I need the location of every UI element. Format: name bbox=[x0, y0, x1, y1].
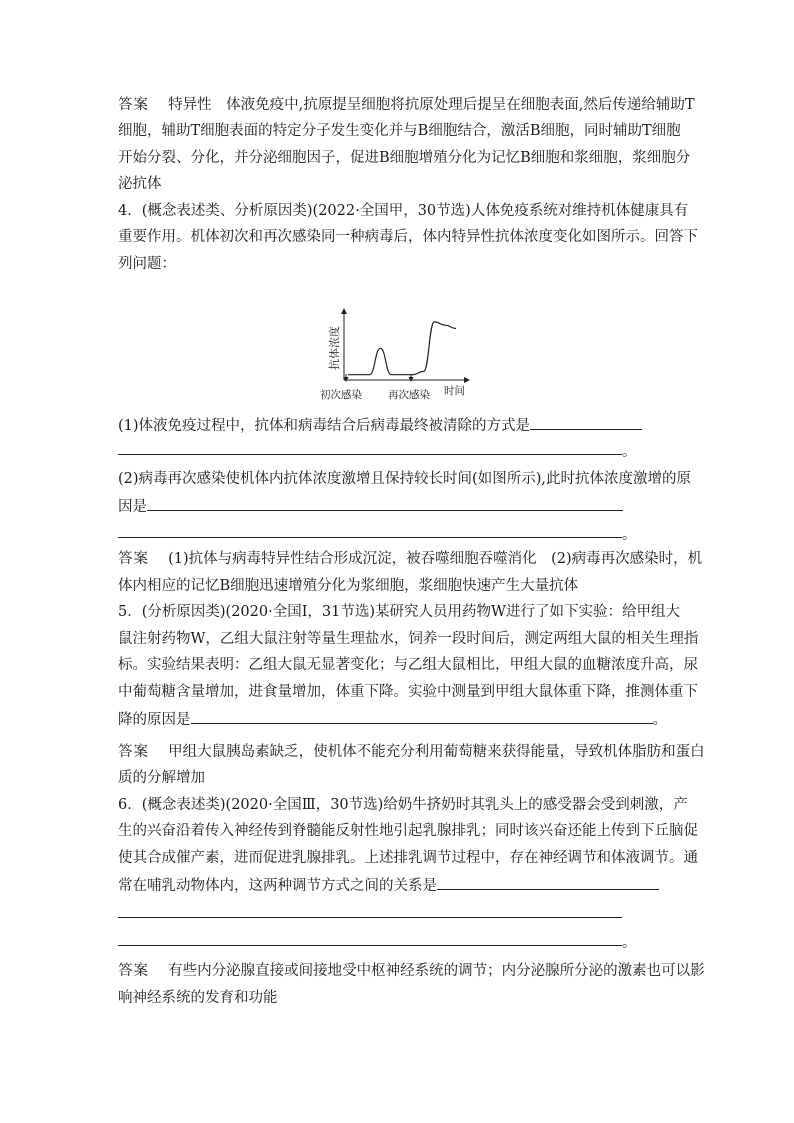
answer-blank-line[interactable] bbox=[118, 454, 622, 455]
answer-blank-line[interactable] bbox=[118, 945, 622, 946]
question-6-line-3: 使其合成催产素，进而促进乳腺排乳。上述排乳调节过程中，存在神经调节和体液调节。通 bbox=[118, 850, 698, 866]
answer-blank[interactable] bbox=[530, 415, 642, 430]
x-annotation-first-infection: 初次感染 bbox=[320, 389, 362, 401]
period: 。 bbox=[622, 444, 637, 460]
period: 。 bbox=[622, 527, 637, 543]
question-4-line-2: 重要作用。机体初次和再次感染同一种病毒后，体内特异性抗体浓度变化如图所示。回答下 bbox=[118, 229, 698, 245]
question-4-line-1: 4．(概念表述类、分析原因类)(2022·全国甲，30节选)人体免疫系统对维持机体健康具有 bbox=[118, 203, 689, 219]
x-axis bbox=[344, 377, 470, 383]
answer-5-line-1: 答案 甲组大鼠胰岛素缺乏，使机体不能充分利用葡萄糖来获得能量，导致机体脂肪和蛋白 bbox=[118, 744, 705, 760]
question-5-line-5: 降的原因是 。 bbox=[118, 709, 667, 729]
answer-3-line-4: 泌抗体 bbox=[118, 176, 162, 192]
period: 。 bbox=[622, 935, 637, 951]
answer-5-line-2: 质的分解增加 bbox=[118, 770, 205, 786]
answer-6-line-2: 响神经系统的发育和功能 bbox=[118, 990, 278, 1006]
answer-blank[interactable] bbox=[191, 709, 653, 724]
antibody-concentration-chart bbox=[318, 308, 476, 404]
question-4-sub-2-cont: 因是 bbox=[118, 496, 623, 516]
y-axis bbox=[341, 308, 347, 380]
answer-blank[interactable] bbox=[437, 875, 659, 890]
question-5-line-4: 中葡萄糖含量增加，进食量增加，体重下降。实验中测量到甲组大鼠体重下降，推测体重下 bbox=[118, 684, 698, 700]
question-6-line-1: 6．(概念表述类)(2020·全国Ⅲ，30节选)给奶牛挤奶时其乳头上的感受器会受到刺激，产 bbox=[118, 797, 688, 813]
answer-6-line-1: 答案 有些内分泌腺直接或间接地受中枢神经系统的调节；内分泌腺所分泌的激素也可以影 bbox=[118, 963, 705, 979]
question-4-sub-1: (1)体液免疫过程中，抗体和病毒结合后病毒最终被清除的方式是 bbox=[118, 415, 642, 435]
question-5-line-3: 标。实验结果表明：乙组大鼠无显著变化；与乙组大鼠相比，甲组大鼠的血糖浓度升高，尿 bbox=[118, 657, 698, 673]
question-4-sub-2: (2)病毒再次感染使机体内抗体浓度激增且保持较长时间(如图所示),此时抗体浓度激增的原 bbox=[118, 471, 691, 487]
question-6-line-4: 常在哺乳动物体内，这两种调节方式之间的关系是 bbox=[118, 875, 659, 895]
x-axis-label: 时间 bbox=[444, 385, 465, 397]
question-6-line-2: 生的兴奋沿着传入神经传到脊髓能反射性地引起乳腺排乳；同时该兴奋还能上传到下丘脑促 bbox=[118, 823, 698, 839]
answer-label: 答案 bbox=[118, 97, 149, 113]
question-5-line-1: 5．(分析原因类)(2020·全国Ⅰ，31节选)某研究人员用药物W进行了如下实验：给甲组大 bbox=[118, 604, 680, 620]
answer-3-line-3: 开始分裂、分化，并分泌细胞因子，促进B细胞增殖分化为记忆B细胞和浆细胞，浆细胞分 bbox=[118, 150, 691, 166]
answer-3-line-2: 细胞，辅助T细胞表面的特定分子发生变化并与B细胞结合，激活B细胞，同时辅助T细胞 bbox=[118, 123, 681, 139]
x-annotation-second-infection: 再次感染 bbox=[388, 389, 430, 401]
answer-4-line-2: 体内相应的记忆B细胞迅速增殖分化为浆细胞，浆细胞快速产生大量抗体 bbox=[118, 578, 579, 594]
series-line-antibody bbox=[348, 322, 456, 375]
question-4-line-3: 列问题： bbox=[118, 256, 176, 272]
y-axis-label: 抗体浓度 bbox=[328, 326, 341, 370]
answer-blank-line[interactable] bbox=[118, 537, 622, 538]
answer-blank-line[interactable] bbox=[118, 917, 622, 918]
answer-4-line-1: 答案 (1)抗体与病毒特异性结合形成沉淀，被吞噬细胞吞噬消化 (2)病毒再次感染时，机 bbox=[118, 551, 703, 567]
answer-blank[interactable] bbox=[147, 496, 623, 511]
answer-3-line-1: 答案 特异性 体液免疫中,抗原提呈细胞将抗原处理后提呈在细胞表面,然后传递给辅助T bbox=[118, 97, 695, 113]
question-5-line-2: 鼠注射药物W，乙组大鼠注射等量生理盐水，饲养一段时间后，测定两组大鼠的相关生理指 bbox=[118, 631, 699, 647]
